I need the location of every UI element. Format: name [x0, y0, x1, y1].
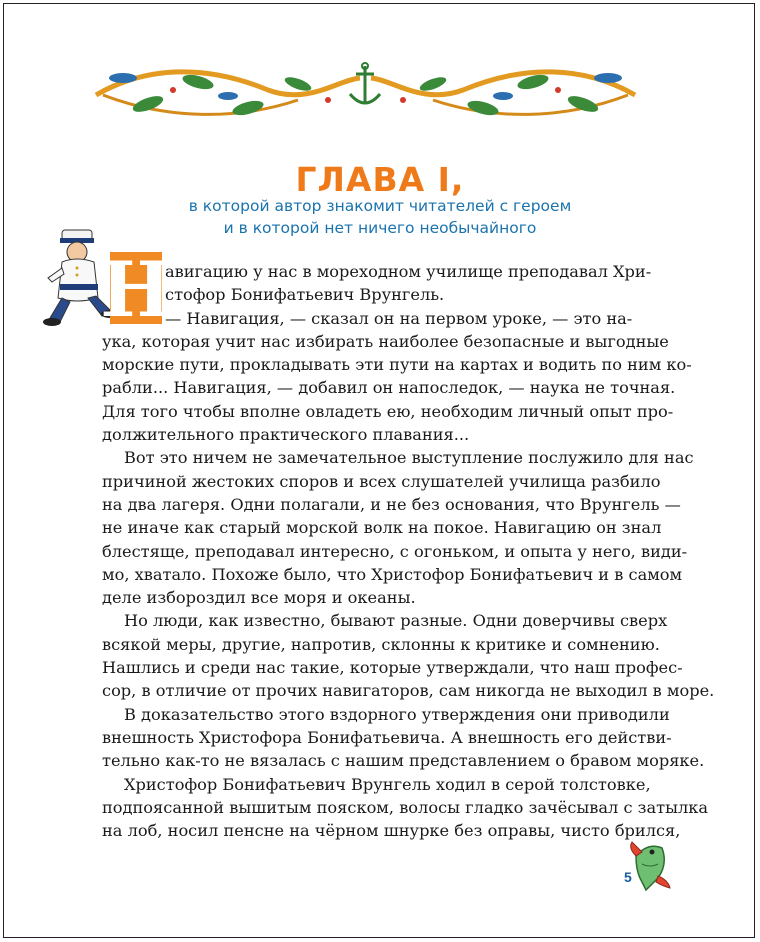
- text-line: Вот это ничем не замечательное выступление послужило для нас: [124, 448, 694, 468]
- ornament-header-icon: [88, 60, 643, 130]
- text-line: деле избороздил все моря и океаны.: [102, 588, 416, 608]
- text-line: причиной жестоких споров и всех слушателей училища разбило: [102, 471, 661, 491]
- text-line: подпоясанной вышитым пояском, волосы гладко зачёсывал с затылка: [102, 797, 709, 817]
- text-line: на два лагеря. Одни полагали, и не без основания, что Врунгель —: [102, 494, 681, 514]
- text-line: блестяще, преподавал интересно, с огоньком, и опыта у него, види-: [102, 541, 688, 561]
- text-line: — Навигация, — сказал он на первом уроке, — это на-: [165, 308, 633, 328]
- text-line: должительного практического плавания...: [102, 425, 470, 445]
- text-line: морские пути, прокладывать эти пути на картах и водить по ним ко-: [102, 355, 692, 375]
- text-line: мо, хватало. Похоже было, что Христофор Бонифатьевич и в самом: [102, 564, 683, 584]
- text-line: тельно как-то не вязалась с нашим представлением о бравом моряке.: [102, 751, 705, 771]
- text-line: Нашлись и среди нас такие, которые утверждали, что наш профес-: [102, 658, 683, 678]
- chapter-subtitle-line-2: и в которой нет ничего необычайного: [223, 219, 537, 237]
- text-line: ука, которая учит нас избирать наиболее безопасные и выгодные: [102, 331, 669, 351]
- text-line: не иначе как старый морской волк на покое. Навигацию он знал: [102, 518, 662, 538]
- text-line: всякой меры, другие, напротив, склонны к критике и сомнению.: [102, 634, 660, 654]
- chapter-subtitle-line-1: в которой автор знакомит читателей с героем: [188, 197, 572, 215]
- text-line: внешность Христофора Бонифатьевича. А внешность его действи-: [102, 727, 672, 747]
- text-line: Для того чтобы вполне овладеть ею, необходим личный опыт про-: [102, 401, 674, 421]
- chapter-title: ГЛАВА I,: [295, 160, 465, 199]
- text-line: сор, в отличие от прочих навигаторов, сам никогда не выходил в море.: [102, 681, 715, 701]
- fish-icon: [628, 838, 672, 892]
- text-line: Но люди, как известно, бывают разные. Одни доверчивы сверх: [124, 611, 668, 631]
- body-text: [102, 260, 715, 842]
- drop-cap-glyph: Н: [100, 245, 172, 334]
- text-line: на лоб, носил пенсне на чёрном шнурке без оправы, чисто брился,: [102, 821, 681, 841]
- text-line: авигацию у нас в мореходном училище преподавал Хри-: [165, 262, 652, 281]
- page-number: 5: [624, 869, 632, 885]
- text-line: Христофор Бонифатьевич Врунгель ходил в серой толстовке,: [124, 774, 651, 794]
- text-line: В доказательство этого вздорного утверждения они приводили: [124, 704, 670, 724]
- text-line: стофор Бонифатьевич Врунгель.: [165, 285, 445, 305]
- text-line: рабли... Навигация, — добавил он напоследок, — наука не точная.: [102, 378, 676, 398]
